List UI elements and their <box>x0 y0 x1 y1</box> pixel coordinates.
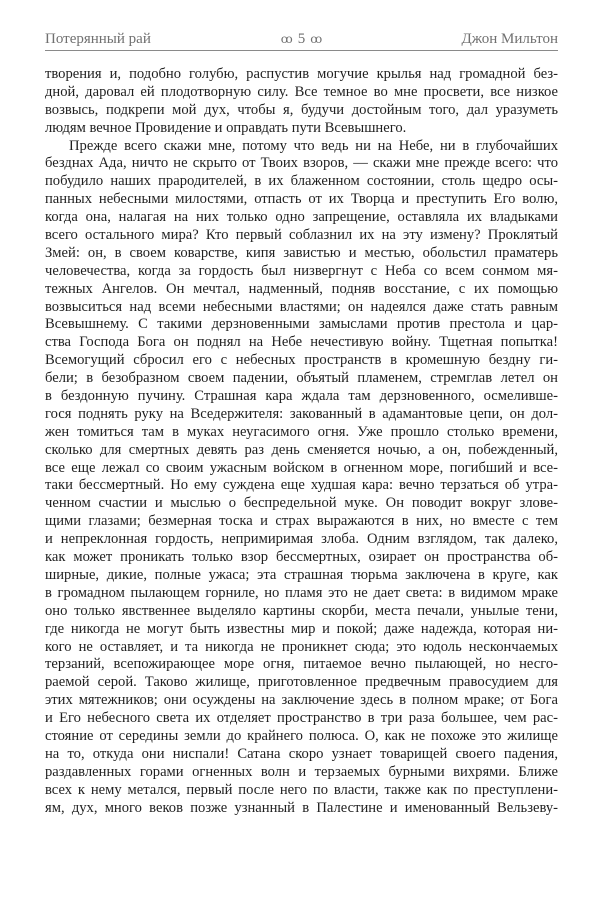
text-line: ченном счастии и мыслью о беспредельной муке. Он поводит вокруг злове- <box>45 495 558 512</box>
text-line: возвысь, подкрепи мой дух, чтобы я, будучи достойным того, дал уразуметь <box>45 101 558 118</box>
text-line: сколько для смертных девять раз день сменяется ночью, а он, побежденный, <box>45 441 558 458</box>
text-line: Всемогущий сбросил его с небесных пространств в кромешную бездну ги- <box>45 352 558 369</box>
book-title: Потерянный рай <box>45 31 151 47</box>
text-line: творения и, подобно голубю, распустив могучие крылья над громадной без- <box>45 66 558 82</box>
text-line: дной, даровал ей плодотворную силу. Все темное во мне просвети, все низкое <box>45 83 558 100</box>
text-line: Змей: он, в своем коварстве, кипя завистью и местью, обольстил праматерь <box>45 244 558 261</box>
text-line: Всевышнему. С такими дерзновенными замыслами против престола и цар- <box>45 316 558 333</box>
text-line: всех к нему метался, первый после него по власти, также как по преступлени- <box>45 781 558 798</box>
author-name: Джон Мильтон <box>461 31 558 47</box>
text-line: как может проникать только взор бессмертных, озирает он пространства об- <box>45 549 558 566</box>
text-line: на то, откуда они ниспали! Сатана скоро узнает товарищей своего падения, <box>45 745 558 762</box>
text-line: стояние от середины земли до крайнего полюса. О, как не похоже это жилище <box>45 727 558 744</box>
text-line: человечества, когда за гордость был низвергнут с Неба со всем сонмом мя- <box>45 262 558 279</box>
text-line: этих мятежников; они осуждены на заключение здесь в полном мраке; от Бога <box>45 692 558 709</box>
text-line: гося поднять руку на Вседержителя: закованный в адамантовые цепи, он дол- <box>45 405 558 422</box>
text-line: людям вечное Провидение и оправдать пути Всевышнего. <box>45 119 407 136</box>
text-line: Прежде всего скажи мне, потому что ведь ни на Небе, ни в глубочайших <box>69 137 558 154</box>
running-header <box>45 30 558 51</box>
text-line: ширные, дикие, полные ужаса; эта страшная тюрьма заключена в круге, как <box>45 566 558 583</box>
text-line: панных небесными милостями, отпасть от их Творца и преступить Его волю, <box>45 191 558 208</box>
text-line: жен томиться там в муках неугасимого огня. Уже прошло столько времени, <box>45 423 558 440</box>
text-line: терзаний, всепожирающее море огня, питаемое вечно пылающей, но несго- <box>45 656 558 673</box>
text-line: все еще лежал со своим ужасным войском в огненном море, погибший и все- <box>45 459 558 476</box>
text-line: ям, дух, много веков позже узнанный в Палестине и именованный Вельзеву- <box>45 799 558 816</box>
text-line: возвыситься над всеми небесными властями; он надеялся даже стать равным <box>45 298 558 315</box>
text-line: когда она, налагая на них только одно запрещение, оставляла их владыками <box>45 209 558 226</box>
page-number: 5 <box>297 31 306 47</box>
text-line: и Его небесного света их отделяет пространство в три раза большее, чем рас- <box>45 710 558 727</box>
text-line: ства Господа Бога он поднял на Небе нечестивую войну. Тщетная попытка! <box>45 334 558 351</box>
text-line: бели; в безобразном своем падении, объятый пламенем, стремглав летел он <box>45 370 558 387</box>
text-line: в громадном пылающем горниле, но пламя это не дает света: в видимом мраке <box>45 584 558 601</box>
ornament-left-icon: ꝏ <box>280 32 293 46</box>
text-line: побудило наших прародителей, в их блаженном состоянии, столь щедро осы- <box>45 173 558 190</box>
text-line: кого не оставляет, и та никогда не проникнет сюда; это юдоль нескончаемых <box>45 638 558 655</box>
text-line: безднах Ада, ничто не скрыто от Твоих взоров, — скажи мне прежде всего: что <box>45 155 558 172</box>
text-line: в бездонную пучину. Страшная кара ждала там дерзновенного, осмеливше- <box>45 388 558 405</box>
text-line: оно только явственнее выделяло картины скорби, места печали, унылые тени, <box>45 602 558 619</box>
text-line: и непреклонная гордость, непримиримая злоба. Одним взглядом, так далеко, <box>45 531 558 548</box>
text-line: щими глазами; безмерная тоска и страх выражаются в них, но вместе с тем <box>45 513 558 530</box>
text-line: таки бессмертный. Но ему суждена еще худшая кара: вечно терзаться об утра- <box>45 477 558 494</box>
text-line: раемой серой. Таково жилище, приготовленное предвечным правосудием для <box>45 674 558 691</box>
text-line: тежных Ангелов. Он мечтал, надменный, подняв восстание, с их помощью <box>45 280 558 297</box>
body-text <box>45 66 558 817</box>
text-line: где никогда не могут быть известны мир и покой; даже надежда, которая ни- <box>45 620 558 637</box>
text-line: всего остального мира? Кто первый соблазнил их на эту измену? Проклятый <box>45 227 558 244</box>
ornament-right-icon: ꝏ <box>310 32 323 46</box>
text-line: раздавленных горами огненных волн и терзаемых бурными вихрями. Ближе <box>45 763 558 780</box>
